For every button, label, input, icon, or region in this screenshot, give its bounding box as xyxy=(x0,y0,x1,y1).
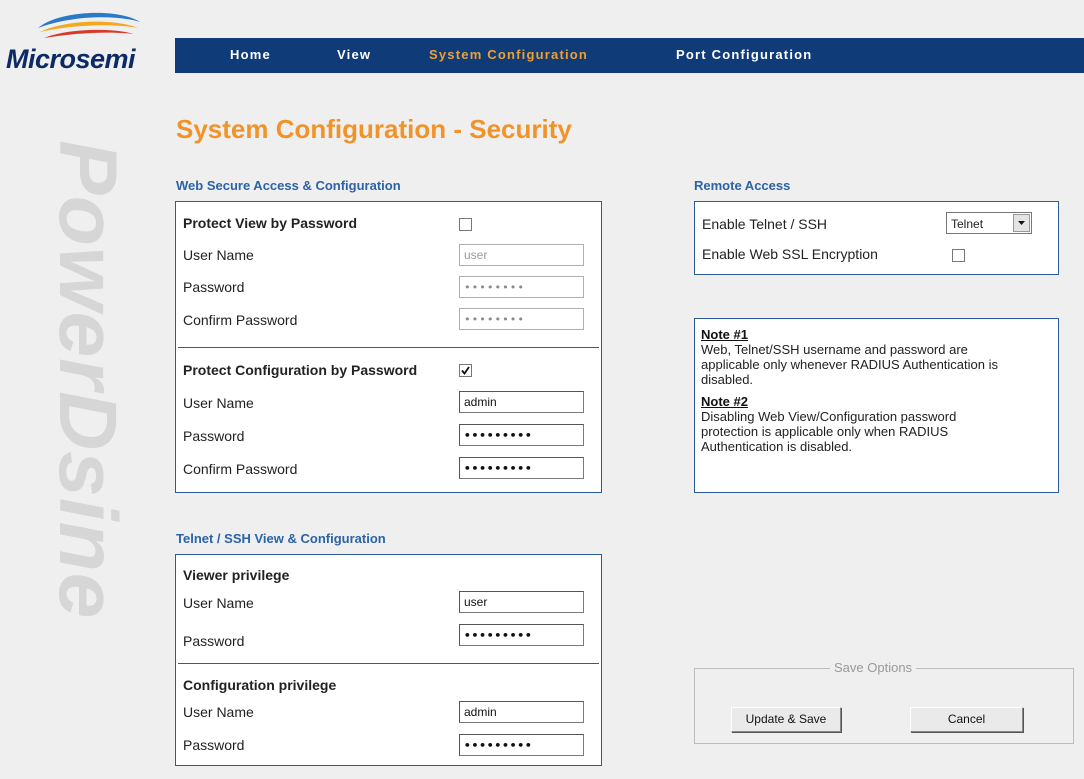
config-username-input[interactable]: admin xyxy=(459,391,584,413)
note1-title: Note #1 xyxy=(701,327,748,342)
top-navbar xyxy=(175,38,1084,73)
config-confirm-password-label: Confirm Password xyxy=(183,461,298,477)
telnet-ssh-select[interactable] xyxy=(946,212,1032,234)
logo-swoosh-icon xyxy=(34,8,144,46)
nav-view[interactable]: View xyxy=(337,47,372,62)
viewer-password-input[interactable]: ••••••••• xyxy=(459,624,584,646)
note1-line: disabled. xyxy=(701,372,754,387)
viewer-username-input[interactable]: user xyxy=(459,591,584,613)
note2-line: Authentication is disabled. xyxy=(701,439,853,454)
config-username-label: User Name xyxy=(183,395,254,411)
enable-telnet-ssh-label: Enable Telnet / SSH xyxy=(702,216,828,232)
note1-line: applicable only whenever RADIUS Authentication is xyxy=(701,357,999,372)
protect-view-checkbox[interactable] xyxy=(459,218,472,231)
web-ssl-checkbox[interactable] xyxy=(952,249,965,262)
note2-line: protection is applicable only when RADIUS xyxy=(701,424,949,439)
note1-line: Web, Telnet/SSH username and password are xyxy=(701,342,968,357)
web-access-section-title: Web Secure Access & Configuration xyxy=(176,178,401,193)
nav-system-configuration[interactable]: System Configuration xyxy=(429,47,589,62)
telnet-config-username-input[interactable]: admin xyxy=(459,701,584,723)
view-username-label: User Name xyxy=(183,247,254,263)
section-divider xyxy=(178,347,599,348)
cancel-button[interactable]: Cancel xyxy=(910,707,1023,732)
protect-view-label: Protect View by Password xyxy=(183,215,358,231)
view-username-input[interactable]: user xyxy=(459,244,584,266)
note2-title: Note #2 xyxy=(701,394,748,409)
config-confirm-password-input[interactable]: ••••••••• xyxy=(459,457,584,479)
save-options-legend: Save Options xyxy=(830,660,916,675)
view-confirm-password-input[interactable]: •••••••• xyxy=(459,308,584,330)
viewer-username-label: User Name xyxy=(183,595,254,611)
web-access-panel xyxy=(175,201,602,493)
configuration-privilege-label: Configuration privilege xyxy=(183,677,337,693)
nav-home[interactable]: Home xyxy=(230,47,271,62)
view-confirm-password-label: Confirm Password xyxy=(183,312,298,328)
save-options-fieldset xyxy=(694,668,1074,744)
page-title: System Configuration - Security xyxy=(176,114,572,144)
view-password-label: Password xyxy=(183,279,245,295)
view-password-input[interactable]: •••••••• xyxy=(459,276,584,298)
update-save-button[interactable]: Update & Save xyxy=(731,707,841,732)
section-divider xyxy=(178,663,599,664)
telnet-ssh-select-value: Telnet xyxy=(951,217,984,231)
notes-panel xyxy=(694,318,1059,493)
note1-body xyxy=(701,342,1052,387)
dropdown-arrow-icon[interactable] xyxy=(1013,214,1030,232)
note2-body xyxy=(701,409,1052,454)
nav-port-configuration[interactable]: Port Configuration xyxy=(676,47,813,62)
microsemi-logo xyxy=(6,8,166,78)
checkmark-icon xyxy=(460,365,471,376)
telnet-panel xyxy=(175,554,602,766)
config-password-label: Password xyxy=(183,428,245,444)
powerdsine-watermark: PowerDsine xyxy=(42,140,133,620)
enable-web-ssl-label: Enable Web SSL Encryption xyxy=(702,246,878,262)
viewer-privilege-label: Viewer privilege xyxy=(183,567,290,583)
note2-line: Disabling Web View/Configuration password xyxy=(701,409,957,424)
protect-config-checkbox[interactable] xyxy=(459,364,472,377)
telnet-section-title: Telnet / SSH View & Configuration xyxy=(176,531,386,546)
protect-config-label: Protect Configuration by Password xyxy=(183,362,418,378)
telnet-config-password-input[interactable]: ••••••••• xyxy=(459,734,584,756)
logo-text: Microsemi xyxy=(6,44,136,74)
telnet-config-password-label: Password xyxy=(183,737,245,753)
remote-access-section-title: Remote Access xyxy=(694,178,791,193)
config-password-input[interactable]: ••••••••• xyxy=(459,424,584,446)
viewer-password-label: Password xyxy=(183,633,245,649)
telnet-config-username-label: User Name xyxy=(183,704,254,720)
